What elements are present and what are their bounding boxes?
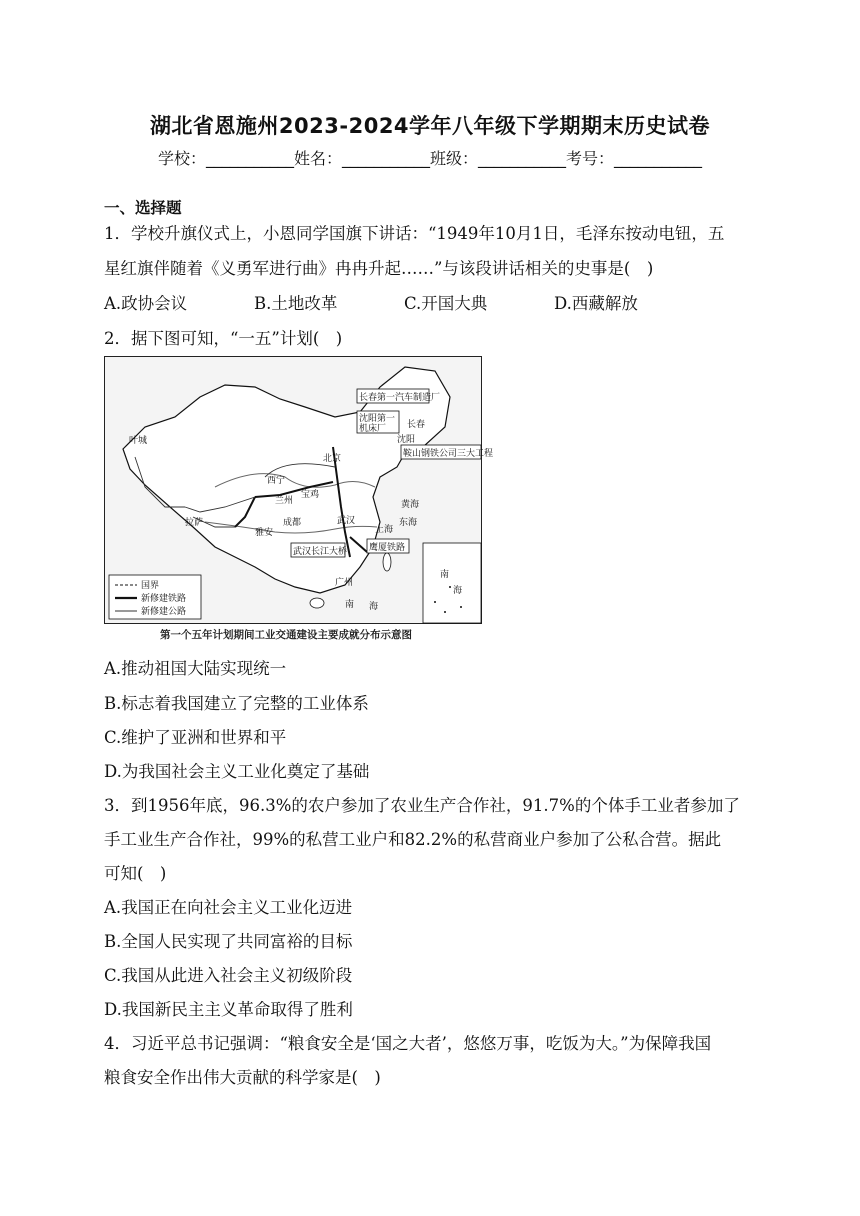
question-3-line-3: 可知( ): [104, 864, 167, 883]
svg-text:沈阳第一: 沈阳第一: [359, 414, 396, 424]
exam-title: 湖北省恩施州2023-2024学年八年级下学期期末历史试卷: [149, 114, 711, 138]
svg-text:海: 海: [453, 586, 463, 596]
svg-text:武汉: 武汉: [337, 516, 356, 526]
question-1-line-2: 星红旗伴随着《义勇军进行曲》冉冉升起……”与该段讲话相关的史事是( ): [104, 259, 654, 278]
question-2-option-c[interactable]: C.维护了亚洲和世界和平: [104, 728, 287, 747]
legend-highway: 新修建公路: [141, 607, 187, 617]
question-4-line-2: 粮食安全作出伟大贡献的科学家是( ): [104, 1068, 381, 1087]
svg-text:北京: 北京: [323, 454, 342, 464]
svg-text:上海: 上海: [375, 525, 394, 535]
svg-text:长春: 长春: [407, 420, 426, 430]
svg-text:雅安: 雅安: [255, 528, 274, 538]
map-box-label: 武汉长江大桥: [293, 547, 348, 557]
svg-text:叶城: 叶城: [129, 436, 148, 446]
legend-railway: 新修建铁路: [141, 594, 187, 604]
question-3-line-1: 3．到1956年底，96.3%的农户参加了农业生产合作社，91.7%的个体手工业者参加了: [104, 796, 740, 815]
industrial-map: [104, 356, 494, 624]
svg-text:拉萨: 拉萨: [185, 518, 204, 528]
svg-text:黄海: 黄海: [401, 500, 420, 510]
question-1-option-b[interactable]: B.土地改革: [254, 294, 338, 313]
question-2-option-b[interactable]: B.标志着我国建立了完整的工业体系: [104, 694, 369, 713]
section-heading: 一、选择题: [104, 199, 182, 217]
question-1-option-a[interactable]: A.政协会议: [104, 294, 188, 313]
svg-text:南: 南: [345, 600, 355, 610]
question-4-line-1: 4．习近平总书记强调：“粮食安全是‘国之大者’，悠悠万事，吃饭为大。”为保障我国: [104, 1034, 712, 1053]
question-3-option-b[interactable]: B.全国人民实现了共同富裕的目标: [104, 932, 353, 951]
map-box-label: 鹰厦铁路: [369, 543, 406, 553]
map-box-label: 鞍山钢铁公司三大工程: [403, 449, 494, 459]
question-2-option-a[interactable]: A.推动祖国大陆实现统一: [104, 659, 287, 678]
question-1-option-c[interactable]: C.开国大典: [404, 294, 488, 313]
question-3-line-2: 手工业生产合作社，99%的私营工业户和82.2%的私营商业户参加了公私合营。据此: [104, 830, 722, 849]
svg-text:东海: 东海: [399, 518, 418, 528]
svg-text:南: 南: [440, 570, 450, 580]
svg-text:兰州: 兰州: [275, 496, 294, 506]
question-3-option-c[interactable]: C.我国从此进入社会主义初级阶段: [104, 966, 353, 985]
svg-text:成都: 成都: [283, 518, 302, 528]
student-info-line: 学校：___________姓名：___________班级：___________考号：___________: [157, 149, 702, 168]
svg-text:海: 海: [369, 602, 379, 612]
svg-text:广州: 广州: [335, 578, 354, 588]
legend-border: 国界: [141, 581, 160, 591]
question-3-option-d[interactable]: D.我国新民主主义革命取得了胜利: [104, 1000, 353, 1019]
question-1-line-1: 1．学校升旗仪式上，小恩同学国旗下讲话：“1949年10月1日，毛泽东按动电钮，五: [104, 224, 725, 243]
map-graphic: [105, 357, 494, 623]
svg-text:宝鸡: 宝鸡: [301, 490, 320, 500]
map-caption: 第一个五年计划期间工业交通建设主要成就分布示意图: [160, 629, 412, 641]
question-3-option-a[interactable]: A.我国正在向社会主义工业化迈进: [104, 898, 353, 917]
question-2-option-d[interactable]: D.为我国社会主义工业化奠定了基础: [104, 762, 370, 781]
svg-text:沈阳: 沈阳: [397, 435, 416, 445]
svg-text:机床厂: 机床厂: [359, 424, 387, 434]
svg-text:西宁: 西宁: [267, 476, 286, 486]
question-1-option-d[interactable]: D.西藏解放: [554, 294, 638, 313]
question-2-line-1: 2．据下图可知，“一五”计划( ): [104, 329, 343, 348]
map-box-label: 长春第一汽车制造厂: [359, 393, 441, 403]
